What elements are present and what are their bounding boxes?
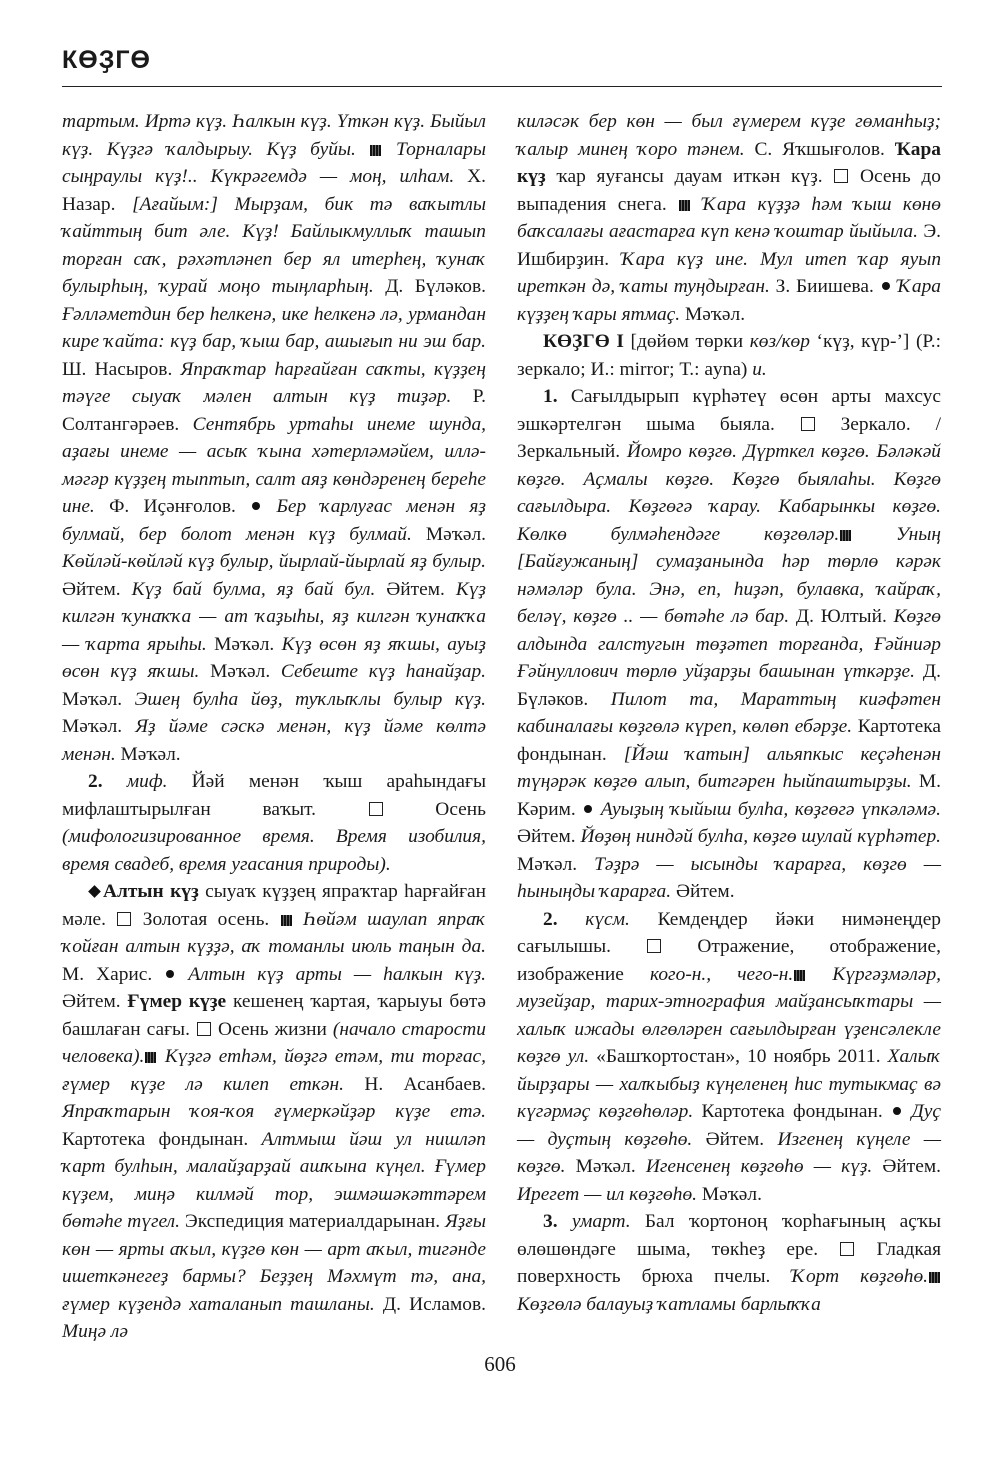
source-label: Мәҡәл. (62, 716, 136, 737)
usage-label: умарт. (571, 1211, 631, 1232)
sense-number: 2. (543, 908, 586, 930)
source-label: Мәҡәл. (517, 853, 595, 875)
example-text: Миңә лә (62, 1321, 128, 1342)
usage-label: миф. (126, 771, 168, 792)
source-author: Ш. Насыров. (62, 358, 181, 380)
example-text: тартым. Иртә күҙ. Һалкын күҙ. Үткән күҙ. Быйыл күҙ. Күҙгә ҡалдырыу. Күҙ буйы. (62, 111, 486, 160)
example-marker-icon (840, 530, 851, 541)
source-label: Әйтем. (692, 1128, 778, 1150)
translation-marker-icon (801, 417, 815, 431)
translation-marker-icon (647, 939, 661, 953)
example-text: [Йәш ҡатын] альяпкыс кеҫәһенән түңәрәк көҙгө алып, битгәрен һыйпаштырҙы. (517, 743, 941, 792)
example-text: киләсәк бер көн — был ғүмерем күҙе гөманһыҙ; ҡалыр минең ҡоро тәнем. (517, 111, 941, 160)
source-label: Мәҡәл. (62, 688, 135, 710)
definition-text: Бал ҡортоноң ҡорһағының аҫҡы өлөшөндәге шыма, төкһеҙ ере. (517, 1211, 941, 1260)
source-label: Әйтем. (671, 881, 735, 902)
sense-number: 2. (88, 771, 127, 792)
left-column (62, 108, 486, 1346)
proverb-text: Игенсенең көҙгөһө — күҙ. (645, 1156, 873, 1177)
translation-note: (начало старости человека). (62, 1018, 486, 1067)
translation-text: Осень жизни (211, 1018, 333, 1040)
source-label: «Башҡортостан», 10 ноябрь 2011. (589, 1046, 888, 1067)
example-marker-icon (281, 915, 292, 926)
example-text: Йомро көҙгө. Дүрткел көҙгө. Бәләкәй көҙгө. Аҫмалы көҙгө. Көҙгө быялаһы. Көҙгө сағылдыра. Көҙгөгә ҡарау. Кабарынкы көҙгө. Көлкө булмәһендәге көҙгөләр. (517, 441, 941, 545)
proverb-text: Көйләй-көйләй күҙ булыр, йырлай-йырлай яҙ булыр. (62, 551, 486, 572)
definition-text: Сағылдырып күрһәтеү өсөн арты махсус эшкәртелгән шыма быяла. (517, 386, 941, 435)
proverb-text: Себеште күҙ һанайҙар. (280, 661, 486, 682)
translation-text: Отражение, отображение, изображение (517, 936, 941, 985)
page-number: 606 (484, 1352, 516, 1376)
right-paragraph-4 (517, 906, 941, 1209)
source-author: Р. Солтангәрәев. (62, 386, 486, 435)
example-text: [Ағайым:] Мырҙам, бик тә ваҡытлы ҡайттың бит әле. Күҙ! Байлыкмуллыҡ ташып торған саҡ, рәхәтләнеп бер ял итерһең, ҡунаҡ булырһың, ҡурай моңо тыңларһың. (62, 193, 486, 297)
example-text: Ҡара күҙҙә һәм ҡыш көнө баҡсалағы ағастарға күп кенә ҡоштар йыйыла. (517, 193, 941, 242)
translation-text: Осень до выпадения снега. (517, 166, 941, 215)
source-label: Экспедиция материалдарынан. (179, 1211, 445, 1232)
translation-text: Гладкая поверхность брюха пчелы. (517, 1238, 941, 1287)
example-text: Ҡорт көҙгөһө. (791, 1266, 928, 1287)
translation-marker-icon (834, 169, 848, 183)
source-author: М. Харис. (62, 963, 165, 985)
example-text: Алтмыш йәш ул нишләп ҡарт булһын, малайҙарҙай ашҡына күңел. Ғүмер күҙем, миңә килмәй тор, эшмәшәкәттәрем бөтәһе түгел. (62, 1128, 486, 1232)
left-paragraph-2 (62, 768, 486, 878)
source-label: Мәҡәл. (697, 1183, 762, 1205)
source-label: Мәҡәл. (565, 1156, 646, 1177)
example-text: Күҙгә етһәм, йөҙгә етәм, ти торғас, ғүмер күҙе лә килеп еткән. (62, 1046, 486, 1095)
right-paragraph-2 (517, 328, 941, 383)
part-of-speech: и. (752, 358, 767, 380)
sense-number: 1. (543, 386, 558, 407)
source-author: З. Биишева. (769, 276, 880, 297)
proverb-text: Дуҫ — дуҫтың көҙгөһө. (517, 1101, 941, 1150)
right-paragraph-5 (517, 1208, 941, 1318)
source-label: Мәҡәл. (680, 303, 746, 325)
source-label: Әйтем. (872, 1156, 942, 1177)
example-text: Япраҡтарын ҡоя-ҡоя ғүмеркәйҙәр күҙе етә. (62, 1101, 486, 1122)
source-author: Э. Ишбирҙин. (517, 221, 941, 270)
proverb-text: Күҙ килгән ҡунаҡҡа — ат ҡаҙыһы, яҙ килгән ҡунаҡҡа — ҡарта ярыһы. (62, 578, 486, 655)
right-paragraph-3 (517, 383, 941, 906)
source-label: Әйтем. (375, 578, 456, 600)
example-text: Япраҡтар һарғайған саҡты, күҙҙең тәүге сыуаҡ мәлен алтын күҙ тиҙәр. (62, 358, 486, 407)
example-text: Сентябрь уртаһы инеме шунда, аҙағы инеме — асыҡ ҡына хәтерләмәйем, иллә-мәгәр күҙҙең тыптып, салт аяҙ көндәренең береһе ине. (62, 413, 486, 517)
proverb-text: Бер ҡарлуғас менән яҙ булмай, бер болот менән күҙ булмай. (62, 496, 486, 545)
example-marker-icon (145, 1052, 156, 1063)
source-label: Мәҡәл. (411, 523, 486, 545)
translation-marker-icon (840, 1242, 854, 1256)
proverb-text: Ирегет — ил көҙгөһө. (517, 1183, 697, 1205)
proverb-text: Алтын күҙ арты — һалкын күҙ. (176, 963, 486, 985)
source-label: Картотека фондынан. (693, 1101, 892, 1122)
etymology-form: көз/көр (749, 331, 810, 352)
proverb-marker-icon (584, 805, 592, 813)
proverb-marker-icon (252, 502, 260, 510)
sense-number: 3. (543, 1211, 572, 1232)
source-label: Картотека фондынан. (517, 716, 941, 765)
phrase-headword: Ҡара күҙ (517, 138, 941, 187)
left-paragraph-1 (62, 108, 486, 768)
running-head-word: КӨҘГӨ (62, 46, 151, 74)
phrase-marker-icon (88, 885, 101, 898)
right-paragraph-1 (517, 108, 941, 328)
definition-text: кешенең ҡартая, ҡарыуы бөтә башлаған сағы. (62, 991, 486, 1040)
proverb-text: Эшең булһа йөҙ, туҡлыҡлы булыр күҙ. (134, 688, 486, 710)
translation-note: (мифологизированное время. Время изобилия, время свадеб, время угасания природы). (62, 826, 486, 875)
source-author: Д. Юлтый. (789, 606, 894, 627)
phrase-headword: Алтын күҙ (103, 881, 199, 902)
proverb-text: Тәҙрә — ысынды ҡарарға, көҙгө — һыныңды ҡарарға. (517, 853, 941, 902)
translation-text: Осень (383, 798, 486, 820)
example-text: Ғәлләметдин бер һелкенә, ике һелкенә лә, урмандан кире ҡайта: күҙ бар, ҡыш бар, ашығып ни эш бар. (62, 303, 486, 352)
usage-label: күсм. (585, 908, 630, 930)
example-text: Көҙгөлә балауыҙ ҡатламы барлыҡҡа (517, 1293, 821, 1315)
etymology-text: [дөйөм төрки (623, 331, 750, 352)
definition-text: ҡар яуғансы дауам иткән күҙ. (545, 166, 834, 187)
example-text: Пилот та, Мараттың киәфәтен кабиналағы көҙгөлә күреп, көлөп ебәрҙе. (517, 688, 941, 737)
example-marker-icon (929, 1272, 940, 1283)
source-label: Әйтем. (517, 826, 581, 847)
source-author: Н. Асанбаев. (343, 1073, 486, 1095)
proverb-marker-icon (166, 970, 174, 978)
example-text: Уның [Байғужаның] сумаҙанында һәр төрлө кәрәк нәмәләр була. Энә, еп, һиҙәп, булавка, ҡайраҡ, беләү, көҙгө .. — бөтәһе лә бар. (517, 523, 941, 627)
source-label: Әйтем. (62, 578, 132, 600)
source-label: Картотека фондынан. (62, 1128, 262, 1150)
proverb-marker-icon (893, 1107, 901, 1115)
example-text: Күргәҙмәләр, музейҙар, тарих-этнография майҙансыҡтары — халыҡ ижады өлгөләрен сағылдырған үҙенсәлекле көҙгө ул. (517, 963, 942, 1067)
source-label: Мәҡәл. (115, 743, 181, 765)
example-marker-icon (794, 970, 805, 981)
source-author: М. Кәрим. (517, 771, 941, 820)
source-author: Д. Бүләков. (373, 276, 486, 297)
etymology-text: ‘күҙ, күр-’] (Р.: зеркало; И.: mirror; Т.: ayna) (517, 331, 941, 380)
source-label: Мәҡәл. (206, 633, 282, 655)
source-author: Ф. Иҫәнғолов. (94, 496, 251, 517)
proverb-text: Ауыҙың ҡыйыш булһа, көҙгөгә үпкәләмә. (594, 798, 941, 820)
entry-headword: КӨҘГӨ I (543, 331, 624, 352)
source-label: Мәҡәл. (199, 661, 281, 682)
example-text: Торналары сыңраулы күҙ!.. Күкрәгемдә — моң, илһам. (62, 138, 486, 187)
proverb-text: Күҙ өсөн яҙ яҡшы, ауыҙ өсөн күҙ яҡшы. (62, 633, 486, 682)
source-author: С. Яҡшығолов. (744, 138, 895, 160)
translation-note: кого-н., чего-н. (650, 963, 794, 985)
translation-text: Золотая осень. (132, 908, 280, 930)
translation-text: Зеркало. / Зеркальный. (517, 413, 941, 462)
proverb-text: Күҙ бай булма, яҙ бай бул. (131, 578, 376, 600)
source-author: Д. Бүләков. (517, 661, 941, 710)
example-marker-icon (370, 145, 381, 156)
definition-text: Йәй менән ҡыш араһындағы мифлаштырылған ваҡыт. (62, 771, 487, 820)
example-text: Һөйәм шаулап япраҡ ҡойған алтын күҙҙә, аҡ томанлы июль таңын да. (62, 908, 486, 957)
translation-marker-icon (369, 802, 383, 816)
definition-text: Кемдеңдер йәки нимәнеңдер сағылышы. (517, 908, 941, 957)
definition-text: сыуаҡ күҙҙең япраҡтар һарғайған мәле. (62, 881, 487, 930)
example-marker-icon (679, 200, 690, 211)
example-text: Халыҡ йырҙары — халҡыбыҙ күңеленең һис тутыкмаҫ вә күгәрмәҫ көҙгөһөләр. (517, 1046, 941, 1122)
proverb-marker-icon (882, 282, 890, 290)
example-text: Ҡара күҙ ине. Мул итеп ҡар яуып иреткән дә, ҡаты туңдырған. (517, 248, 942, 297)
header-rule (62, 86, 942, 87)
proverb-text: Ҡара күҙҙең ҡары ятмаҫ. (517, 276, 942, 325)
phrase-headword: Ғүмер күҙе (127, 991, 227, 1012)
proverb-text: Йөҙөң ниндәй булһа, көҙгө шулай күрһәтер. (580, 826, 941, 847)
proverb-text: Изгенең күңеле — көҙгө. (517, 1128, 942, 1177)
example-text: Яҙғы көн — ярты аҡыл, күҙгө көн — арт аҡыл, тигәнде ишеткәнегеҙ бармы? Беҙҙең Мәхмүт тә, ана, ғүмер күҙендә хаталанып ташланы. (62, 1211, 486, 1315)
left-paragraph-3 (62, 878, 486, 1346)
proverb-text: Яҙ йәме сәскә менән, күҙ йәме көлтә менән. (62, 716, 486, 765)
source-author: Х. Назар. (62, 166, 486, 215)
right-column (517, 108, 941, 1318)
translation-marker-icon (117, 912, 131, 926)
source-label: Әйтем. (62, 991, 128, 1012)
example-text: Көҙгө алдында галстугын төҙәтеп торғанда, Ғәйниәр Ғәйнуллович төрлө уйҙарҙы башынан үткәрҙе. (517, 606, 941, 682)
translation-marker-icon (197, 1022, 211, 1036)
source-author: Д. Исламов. (374, 1293, 486, 1315)
